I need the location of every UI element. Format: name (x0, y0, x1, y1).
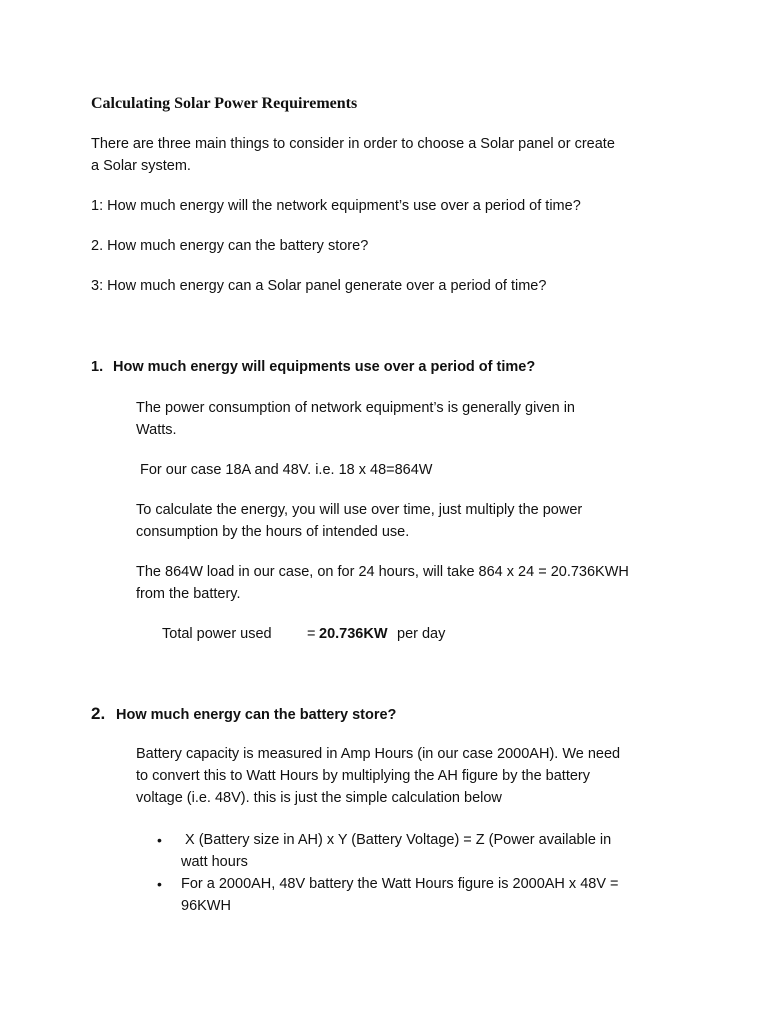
intro-line-2: a Solar system. (91, 158, 191, 174)
bullet-1-line-1: X (Battery size in AH) x Y (Battery Voltage) = Z (Power available in (185, 832, 612, 848)
question-2: 2. How much energy can the battery store? (91, 238, 369, 254)
section-1-para-3-line-2: consumption by the hours of intended use. (136, 524, 410, 540)
section-1-heading: How much energy will equipments use over a period of time? (113, 359, 536, 375)
bullet-2-marker: • (157, 876, 162, 892)
section-2-para-line-2: to convert this to Watt Hours by multiplying the AH figure by the battery (136, 768, 591, 784)
question-1: 1: How much energy will the network equipment’s use over a period of time? (91, 198, 581, 214)
section-1-para-3-line-1: To calculate the energy, you will use over time, just multiply the power (136, 502, 583, 518)
bullet-1-marker: • (157, 832, 162, 848)
section-1-para-4-line-1: The 864W load in our case, on for 24 hours, will take 864 x 24 = 20.736KWH (136, 564, 629, 580)
section-1-para-1-line-1: The power consumption of network equipment’s is generally given in (136, 400, 576, 416)
section-2-para-line-3: voltage (i.e. 48V). this is just the simple calculation below (136, 790, 502, 806)
total-power-suffix: per day (397, 626, 446, 642)
total-power-label: Total power used (162, 626, 272, 642)
section-2-para-line-1: Battery capacity is measured in Amp Hours (in our case 2000AH). We need (136, 746, 621, 762)
section-1-para-1-line-2: Watts. (136, 422, 177, 438)
bullet-2-line-1: For a 2000AH, 48V battery the Watt Hours figure is 2000AH x 48V = (181, 876, 619, 892)
total-power-value: 20.736KW (319, 626, 388, 642)
bullet-2-line-2: 96KWH (181, 898, 231, 914)
document-title: Calculating Solar Power Requirements (91, 95, 358, 112)
section-2-heading: How much energy can the battery store? (116, 707, 397, 723)
intro-line-1: There are three main things to consider in order to choose a Solar panel or create (91, 136, 615, 152)
section-1-number: 1. (91, 359, 104, 375)
section-1-para-4-line-2: from the battery. (136, 586, 241, 602)
section-1-para-2: For our case 18A and 48V. i.e. 18 x 48=864W (140, 462, 433, 478)
total-power-equals: = (307, 626, 316, 642)
section-2-number: 2. (91, 704, 106, 723)
bullet-1-line-2: watt hours (181, 854, 248, 870)
question-3: 3: How much energy can a Solar panel generate over a period of time? (91, 278, 547, 294)
